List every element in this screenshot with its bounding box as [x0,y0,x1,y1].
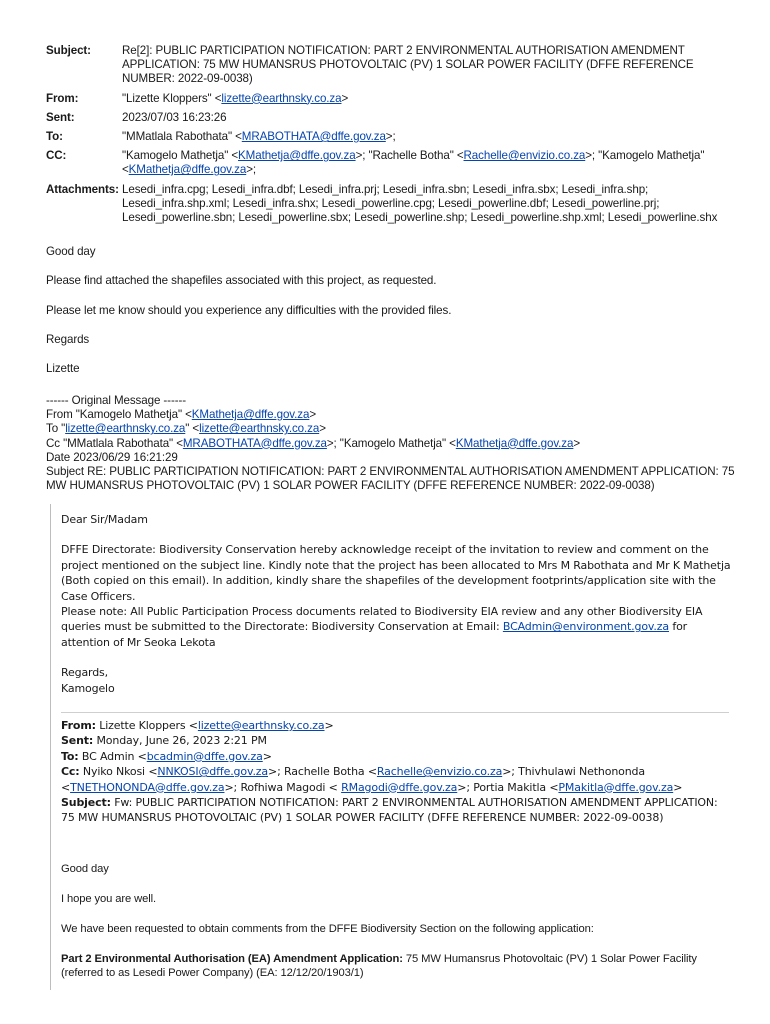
orig-from-email-link[interactable]: KMathetja@dffe.gov.za [191,408,310,422]
attachments-label: Attachments: [46,182,119,196]
cc3-name: >; "Kamogelo Mathetja" < [122,149,705,177]
fwd-to-email-link[interactable]: bcadmin@dffe.gov.za [146,749,263,763]
original-message: ------ Original Message ------ From "Kamogelo Mathetja" <KMathetja@dffe.gov.za> To "lizette@earthnsky.co.za" <lizette@earthnsky.co.za> Cc "MMatlala Rabothata" <MRABOTHATA@dffe.gov.za>; "Kamogelo Mathetja" <KMathetja@dffe.gov.za> Date 2023/06/29 16:21:29 Subject RE: PUBLIC PARTICIPATION NOTIFICATION: PART 2 ENVIRONMENTAL AUTHORISATION AMENDMENT APPLICATION: 75 MW HUMANSRUS PHOTOVOLTAIC (PV) 1 SOLAR POWER FACILITY (DFFE REFERENCE NUMBER: 2022-09-0038) [46,394,735,493]
body-line-1: Please find attached the shapefiles associated with this project, as requested. [46,274,437,287]
to-email-link[interactable]: MRABOTHATA@dffe.gov.za [241,130,386,144]
quoted-name: Kamogelo [61,681,115,695]
quoted-regards: Regards, [61,666,108,680]
quoted-para-2b: for attention of Mr Seoka Lekota [61,620,688,649]
fwd-sent-value: Monday, June 26, 2023 2:21 PM [93,734,267,748]
orig-to: To " [46,422,66,436]
bcadmin-email-link[interactable]: BCAdmin@environment.gov.za [502,620,669,634]
orig-cc-mid: >; "Kamogelo Mathetja" < [326,436,456,450]
from-email-link[interactable]: lizette@earthnsky.co.za [221,91,342,105]
orig-cc: Cc "MMatlala Rabothata" < [46,436,183,450]
quoted-para-2a: Please note: All Public Participation Process documents related to Biodiversity EIA review and any other Biodiversity EIA queries must be submitted to the Directorate: Biodiversity Conservation at Email: [61,605,703,634]
original-marker: ------ Original Message ------ [46,394,186,407]
fwd-cc-b-email-link[interactable]: Rachelle@envizio.co.za [376,765,503,779]
to-name: "MMatlala Rabothata" < [122,130,242,144]
forward-header: From: Lizette Kloppers <lizette@earthnsky.co.za> Sent: Monday, June 26, 2023 2:21 PM To: BC Admin <bcadmin@dffe.gov.za> Cc: Nyiko Nkosi <NNKOSI@dffe.gov.za>; Rachelle Botha <Rachelle@envizio.co.za>; Thivhulawi Nethononda <TNETHONONDA@dffe.gov.za>; Rofhiwa Magodi < RMagodi@dffe.gov.za>; Portia Makitla <PMakitla@dffe.gov.za> Subject: Fw: PUBLIC PARTICIPATION NOTIFICATION: PART 2 ENVIRONMENTAL AUTHORISATION AMENDMENT APPLICATION: 75 MW HUMANSRUS PHOTOVOLTAIC (PV) 1 SOLAR POWER FACILITY (DFFE REFERENCE NUMBER: 2022-09-0038) [61,719,718,825]
fwd-subject-label: Subject: [61,796,111,810]
fwd-cc-e-email-link[interactable]: PMakitla@dffe.gov.za [558,780,674,794]
fwd-cc-d: >; Rofhiwa Magodi < [224,780,342,794]
orig-to-email-link[interactable]: lizette@earthnsky.co.za [199,422,320,436]
fwd-cc-c: >; Thivhulawi Nethononda < [61,765,645,794]
quoted-salutation: Dear Sir/Madam [61,513,148,526]
orig-date: Date 2023/06/29 16:21:29 [46,450,178,464]
fwd-from-email-link[interactable]: lizette@earthnsky.co.za [197,719,325,732]
cc3-email-link[interactable]: KMathetja@dffe.gov.za [128,163,247,177]
fwd-app-rest: 75 MW Humansrus Photovoltaic (PV) 1 Solar Power Facility (referred to as Lesedi Power Company) (EA: 12/12/20/1903/1) [61,953,697,979]
fwd-greeting: Good day [61,863,109,875]
orig-to-mid: " < [185,422,200,436]
fwd-from-name: Lizette Kloppers < [95,719,198,732]
quoted-para-1: DFFE Directorate: Biodiversity Conservation hereby acknowledge receipt of the invitation to review and comment on the project mentioned on the subject line. Kindly note that the project has been allocated to Mrs M Rabothata and Mr K Mathetja (Both copied on this email). In addition, kindly share the shapefiles of the development footprints/application site with the Case Officers. [61,543,731,603]
fwd-cc-label: Cc: [61,765,80,779]
regards: Regards [46,333,90,346]
signature: Lizette [46,362,80,375]
sent-value: 2023/07/03 16:23:26 [122,110,227,124]
orig-from: From "Kamogelo Mathetja" < [46,408,192,422]
quoted-block [50,504,741,990]
orig-cc-email1-link[interactable]: MRABOTHATA@dffe.gov.za [182,436,327,450]
fwd-app-bold: Part 2 Environmental Authorisation (EA) Amendment Application: [61,953,403,965]
email-header [46,44,736,230]
fwd-to-name: BC Admin < [78,749,147,763]
fwd-cc-b: >; Rachelle Botha < [268,765,377,779]
greeting: Good day [46,245,96,258]
fwd-to-label: To: [61,749,79,763]
fwd-hope: I hope you are well. [61,893,157,905]
fwd-cc-e: >; Portia Makitla < [457,780,559,794]
cc1-email-link[interactable]: KMathetja@dffe.gov.za [238,149,356,163]
fwd-sent-label: Sent: [61,734,94,748]
cc2-email-link[interactable]: Rachelle@envizio.co.za [463,149,586,163]
quoted-reply [61,512,731,696]
subject-label: Subject: [46,44,91,57]
orig-to-name-link[interactable]: lizette@earthnsky.co.za [65,422,186,436]
from-name: "Lizette Kloppers" < [122,91,222,105]
cc-label: CC: [46,149,67,163]
attachments-row [46,183,736,226]
sent-label: Sent: [46,110,75,124]
attachments-list[interactable]: Lesedi_infra.cpg; Lesedi_infra.dbf; Lesedi_infra.prj; Lesedi_infra.sbn; Lesedi_infra.sbx; Lesedi_infra.shp; Lesedi_infra.shp.xml; Lesedi_infra.shx; Lesedi_powerline.cpg; Lesedi_powerline.dbf; Lesedi_powerline.prj; Lesedi_powerline.sbn; Lesedi_powerline.sbx; Lesedi_powerline.shp; Lesedi_powerline.shp.xml; Lesedi_powerline.shx [122,182,718,225]
fwd-from-label: From: [61,719,96,732]
fwd-cc-a-email-link[interactable]: NNKOSI@dffe.gov.za [157,765,269,779]
from-label: From: [46,91,79,105]
fwd-subject-value: Fw: PUBLIC PARTICIPATION NOTIFICATION: PART 2 ENVIRONMENTAL AUTHORISATION AMENDMENT APPLICATION: 75 MW HUMANSRUS PHOTOVOLTAIC (PV) 1 SOLAR POWER FACILITY (DFFE REFERENCE NUMBER: 2022-09-0038) [61,796,718,825]
to-label: To: [46,130,63,144]
cc-row: CC: "Kamogelo Mathetja" <KMathetja@dffe.gov.za>; "Rachelle Botha" <Rachelle@envizio.co.za>; "Kamogelo Mathetja" <KMathetja@dffe.gov.za>; [46,149,705,177]
sent-row [46,111,736,125]
from-row: From: "Lizette Kloppers" <lizette@earthnsky.co.za> [46,91,349,105]
subject-value: Re[2]: PUBLIC PARTICIPATION NOTIFICATION: PART 2 ENVIRONMENTAL AUTHORISATION AMENDMENT APPLICATION: 75 MW HUMANSRUS PHOTOVOLTAIC (PV) 1 SOLAR POWER FACILITY (DFFE REFERENCE NUMBER: 2022-09-0038) [122,44,694,86]
subject-row [46,44,736,87]
body-line-2: Please let me know should you experience any difficulties with the provided files. [46,304,452,317]
fwd-cc-c-email-link[interactable]: TNETHONONDA@dffe.gov.za [70,780,225,794]
to-row: To: "MMatlala Rabothata" <MRABOTHATA@dffe.gov.za>; [46,130,396,144]
orig-subject: Subject RE: PUBLIC PARTICIPATION NOTIFICATION: PART 2 ENVIRONMENTAL AUTHORISATION AMENDMENT APPLICATION: 75 MW HUMANSRUS PHOTOVOLTAIC (PV) 1 SOLAR POWER FACILITY (DFFE REFERENCE NUMBER: 2022-09-0038) [46,465,735,493]
cc1-name: "Kamogelo Mathetja" < [122,149,239,163]
cc2-name: >; "Rachelle Botha" < [355,149,464,163]
fwd-request: We have been requested to obtain comments from the DFFE Biodiversity Section on the following application: [61,923,594,935]
fwd-cc-d-email-link[interactable]: RMagodi@dffe.gov.za [341,780,458,794]
fwd-cc-a: Nyiko Nkosi < [79,765,158,779]
forward-divider [61,712,729,713]
orig-cc-email2-link[interactable]: KMathetja@dffe.gov.za [455,436,574,450]
fwd-application [61,952,733,980]
